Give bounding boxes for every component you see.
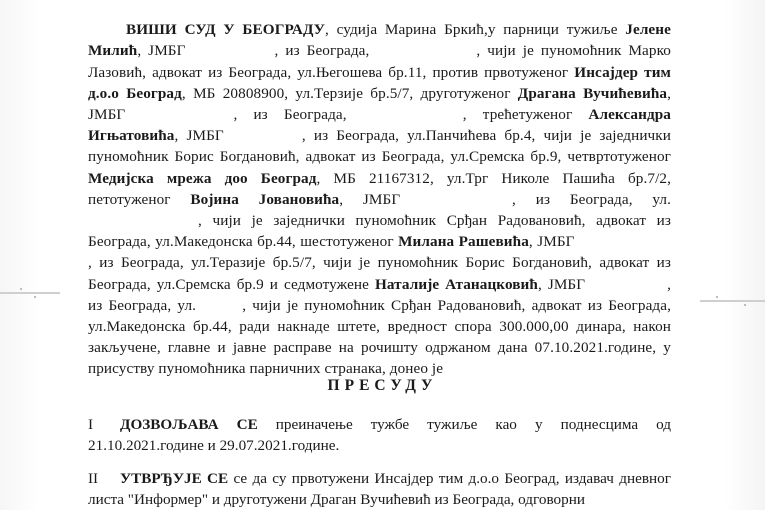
redacted-address [202,299,242,311]
intro-text: , ЈМБГ [339,190,421,208]
intro-text: , из Београда, ул.Панчићева бр.4, чији је заједнички пуномоћник Борис Богдановић, адвокат из Београда, ул.Сремска бр.9, четвртотуженог [88,127,671,166]
defendant-6-name: Милана Рашевића [398,233,529,251]
redacted-id [232,129,302,141]
verdict-item [88,468,671,510]
redacted-address [363,108,463,120]
intro-text: , ЈМБГ [537,275,592,293]
intro-text: , судија Марина Бркић,у парници тужиље [324,21,626,39]
item-number: II [88,470,99,487]
scan-artifact-speck [20,288,22,290]
item-verb: ДОЗВОЉАВА СЕ [120,416,258,433]
intro-text: , чији је заједнички пуномоћник Срђан Радовановић, адвокат из Београда, ул.Македонска бр.44, шестотуженог [88,212,671,251]
item-verb: УТВРЂУЈЕ СЕ [120,470,229,487]
redacted-id [579,235,671,247]
scan-artifact-line [700,300,765,302]
intro-text: , ЈМБГ [137,42,193,60]
defendant-1-name: Инсајдер тим д.о.о Београд [88,63,671,102]
intro-text: , из Београда, ул. [512,190,671,208]
item-text: преиначење тужбе тужиље као у поднесцима од 21.10.2021.године и 29.07.2021.године. [88,416,671,455]
intro-text: , трећетуженог [462,106,589,123]
intro-text: , из Београда, ул.Теразије бр.5/7, чији је пуномоћник Борис Богдановић, адвокат из Београда, ул.Сремска бр.9 и седмотужене [88,254,671,293]
redacted-id [192,44,274,56]
court-name: ВИШИ СУД У БЕОГРАДУ [126,21,325,39]
intro-text: , ЈМБГ [174,127,232,145]
redacted-id [141,108,233,120]
item-text: се да су првотужени Инсајдер тим д.о.о Београд, издавач дневног листа "Информер" и друготужени Драган Вучићевић из Београда, одговорни [88,470,671,509]
item-number: I [88,416,94,433]
defendant-2-name: Драгана Вучићевића [517,84,668,102]
intro-text: , ЈМБГ [528,233,579,251]
intro-text: , из Београда, [274,42,377,60]
verdict-heading: ПРЕСУДУ [327,377,438,394]
defendant-5-name: Војина Јовановића [190,190,340,208]
redacted-id [591,278,667,290]
intro-paragraph [88,19,671,379]
redacted-address [376,44,476,56]
defendant-4-name: Медијска мрежа доо Београд [88,169,317,187]
verdict-item [88,414,671,456]
intro-text: , из Београда, ул. [88,275,671,314]
defendant-7-name: Наталије Атанацковић [374,275,538,293]
scan-artifact-speck [34,296,36,298]
redacted-id [420,193,512,205]
defendant-3-name: Александра Игњатовића [88,106,672,145]
intro-text: , ЈМБГ [88,84,671,123]
intro-text: , МБ 21167312, ул.Трг Николе Пашића бр.7/2, петотуженог [88,169,672,208]
scan-artifact-line [0,292,60,294]
intro-text: , из Београда, [233,106,363,123]
scan-artifact-speck [716,296,718,298]
plaintiff-name: Јелене Милић [88,21,671,60]
intro-text: , чији је пуномоћник Марко Лазовић, адвокат из Београда, ул.Његошева бр.11, против првотуженог [88,42,671,81]
redacted-address [88,214,198,226]
scan-artifact-speck [744,304,746,306]
intro-text: , МБ 20808900, ул.Терзије бр.5/7, друготуженог [181,84,518,102]
intro-text: , чији је пуномоћник Срђан Радовановић, адвокат из Београда, ул.Македонска бр.44, ради накнаде штете, вредност спора 300.000,00 динара, након закључене, главне и јавне расправе на рочишту одржаном дана 07.10.2021.године, у присуству пуномоћника парничних странака, донео је [88,296,671,378]
